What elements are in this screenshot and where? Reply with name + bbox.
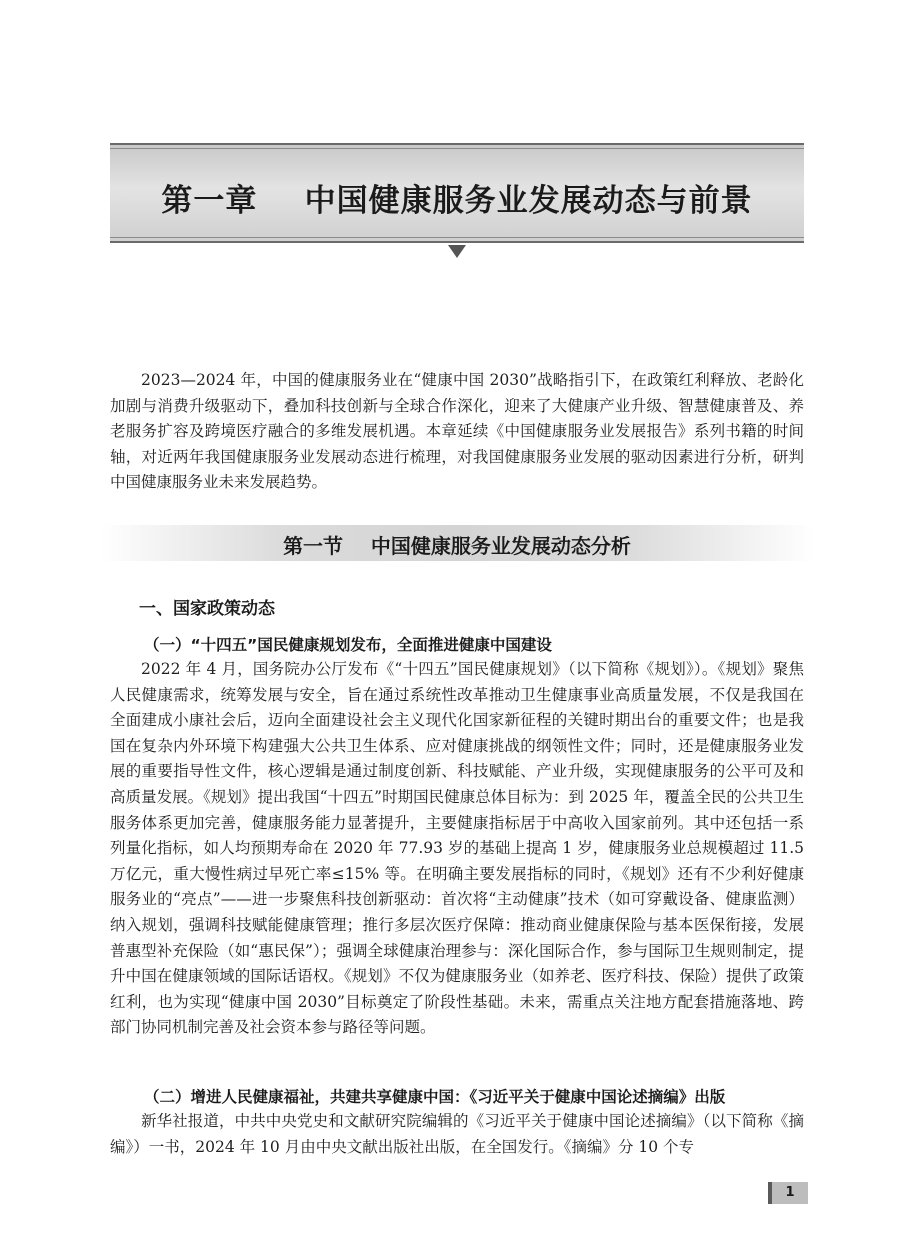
item-body-2 <box>110 1109 804 1160</box>
item-body-1 <box>110 657 804 1041</box>
intro-paragraph: 2023—2024 年，中国的健康服务业在“健康中国 2030”战略指引下，在政策红利释放、老龄化加剧与消费升级驱动下，叠加科技创新与全球合作深化，迎来了大健康产业升级、智慧健康普及、养老服务扩容及跨境医疗融合的多维发展机遇。本章延续《中国健康服务业发展报告》系列书籍的时间轴，对近两年我国健康服务业发展动态进行梳理，对我国健康服务业发展的驱动因素进行分析，研判中国健康服务业未来发展趋势。 <box>110 371 804 492</box>
banner-triangle-icon <box>448 245 466 258</box>
intro-text <box>110 368 804 496</box>
item-paragraph-2: 新华社报道，中共中央党史和文献研究院编辑的《习近平关于健康中国论述摘编》（以下简称《摘编》）一书，2024 年 10 月由中央文献出版社出版，在全国发行。《摘编》分 10 个专 <box>110 1112 804 1156</box>
chapter-title: 第一章 中国健康服务业发展动态与前景 <box>161 183 753 219</box>
item-heading-2: （二）增进人民健康福祉，共建共享健康中国：《习近平关于健康中国论述摘编》出版 <box>144 1088 726 1106</box>
item-paragraph-1: 2022 年 4 月，国务院办公厅发布《“十四五”国民健康规划》（以下简称《规划》）。《规划》聚焦人民健康需求，统筹发展与安全，旨在通过系统性改革推动卫生健康事业高质量发展，不仅是我国在全面建成小康社会后，迈向全面建设社会主义现代化国家新征程的关键时期出台的重要文件；也是我国在复杂内外环境下构建强大公共卫生体系、应对健康挑战的纲领性文件；同时，还是健康服务业发展的重要指导性文件，核心逻辑是通过制度创新、科技赋能、产业升级，实现健康服务的公平可及和高质量发展。《规划》提出我国“十四五”时期国民健康总体目标为：到 2025 年，覆盖全民的公共卫生服务体系更加完善，健康服务能力显著提升，主要健康指标居于中高收入国家前列。其中还包括一系列量化指标，如人均预期寿命在 2020 年 77.93 岁的基础上提高 1 岁，健康服务业总规模超过 11.5 万亿元，重大慢性病过早死亡率≤15% 等。在明确主要发展指标的同时，《规划》还有不少利好健康服务业的“亮点”——进一步聚焦科技创新驱动：首次将“主动健康”技术（如可穿戴设备、健康监测）纳入规划，强调科技赋能健康管理；推行多层次医疗保障：推动商业健康保险与基本医保衔接，发展普惠型补充保险（如“惠民保”）；强调全球健康治理参与：深化国际合作，参与国际卫生规则制定，提升中国在健康领域的国际话语权。《规划》不仅为健康服务业（如养老、医疗科技、保险）提供了政策红利，也为实现“健康中国 2030”目标奠定了阶段性基础。未来，需重点关注地方配套措施落地、跨部门协同机制完善及社会资本参与路径等问题。 <box>110 660 804 1037</box>
subsection-heading: 一、国家政策动态 <box>139 599 275 619</box>
item-heading-1: （一）“十四五”国民健康规划发布，全面推进健康中国建设 <box>144 636 552 654</box>
page-number: 1 <box>768 1182 808 1204</box>
section-header <box>100 525 814 561</box>
chapter-banner <box>110 143 804 243</box>
section-title: 第一节 中国健康服务业发展动态分析 <box>283 534 631 558</box>
